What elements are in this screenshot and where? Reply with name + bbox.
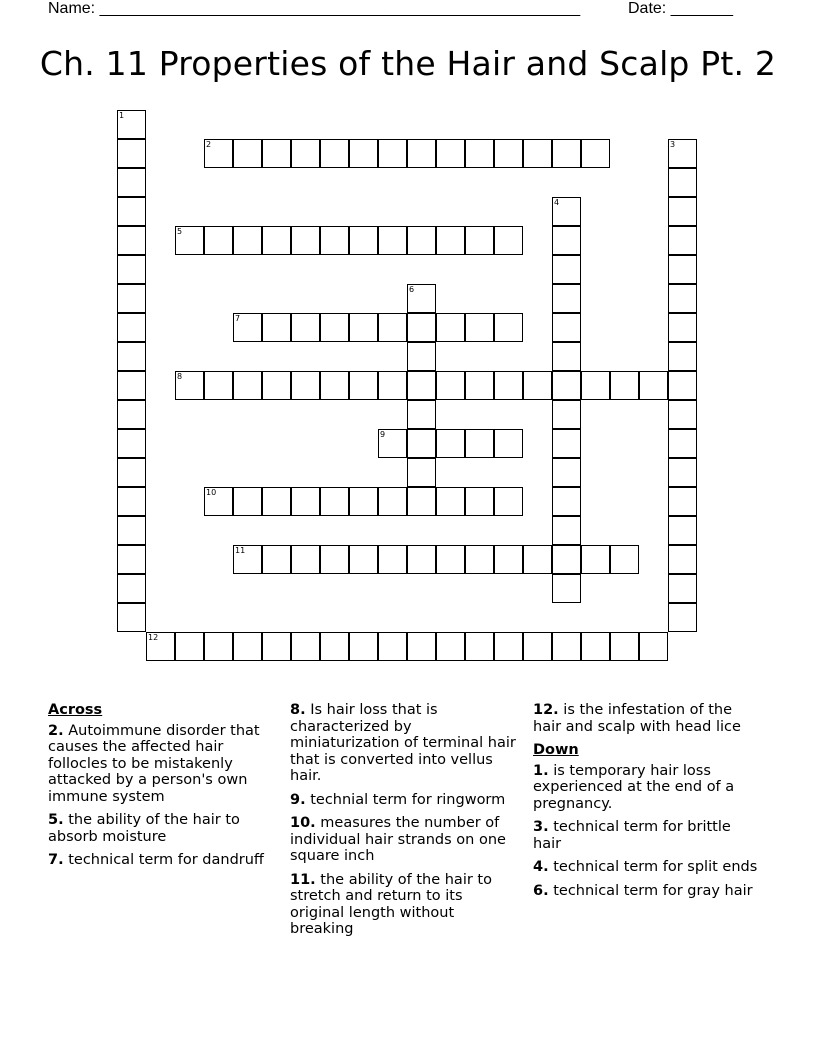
grid-cell[interactable] xyxy=(668,400,697,429)
grid-cell[interactable] xyxy=(494,226,523,255)
grid-cell[interactable] xyxy=(117,574,146,603)
grid-cell[interactable] xyxy=(378,139,407,168)
clue-text: measures the number of individual hair strands on one square inch xyxy=(290,815,506,864)
grid-cell[interactable] xyxy=(378,632,407,661)
grid-cell[interactable] xyxy=(552,197,581,226)
grid-cell[interactable] xyxy=(407,313,436,342)
grid-cell[interactable] xyxy=(262,226,291,255)
clue-text: is the infestation of the hair and scalp with head lice xyxy=(533,702,741,735)
clue-item xyxy=(533,883,763,900)
grid-cell[interactable] xyxy=(668,487,697,516)
grid-cell[interactable] xyxy=(204,226,233,255)
grid-cell[interactable] xyxy=(262,371,291,400)
grid-cell[interactable] xyxy=(117,371,146,400)
clue-text: technical term for dandruff xyxy=(68,852,264,868)
grid-cell[interactable] xyxy=(407,545,436,574)
clue-text: Is hair loss that is characterized by miniaturization of terminal hair that is converted into vellus hair. xyxy=(290,702,516,784)
grid-cell[interactable] xyxy=(262,632,291,661)
across-heading: Across xyxy=(48,702,103,718)
clue-number: 3. xyxy=(533,819,549,835)
grid-cell[interactable] xyxy=(581,632,610,661)
clue-item xyxy=(290,702,520,785)
grid-cell[interactable] xyxy=(204,632,233,661)
grid-cell[interactable] xyxy=(668,429,697,458)
grid-cell[interactable] xyxy=(320,487,349,516)
grid-cell[interactable] xyxy=(117,139,146,168)
clue-number-label: 2 xyxy=(206,140,212,149)
name-field-label: Name: ______________________________________________________ xyxy=(48,0,581,17)
grid-cell[interactable] xyxy=(291,313,320,342)
clue-item xyxy=(290,815,520,865)
grid-cell[interactable] xyxy=(175,632,204,661)
grid-cell[interactable] xyxy=(639,371,668,400)
grid-cell[interactable] xyxy=(320,545,349,574)
grid-cell[interactable] xyxy=(610,371,639,400)
grid-cell[interactable] xyxy=(233,371,262,400)
grid-cell[interactable] xyxy=(552,545,581,574)
grid-cell[interactable] xyxy=(233,139,262,168)
clue-number: 5. xyxy=(48,812,64,828)
grid-cell[interactable] xyxy=(117,255,146,284)
clue-number: 8. xyxy=(290,702,306,718)
grid-cell[interactable] xyxy=(320,226,349,255)
grid-cell[interactable] xyxy=(320,632,349,661)
grid-cell[interactable] xyxy=(436,632,465,661)
grid-cell[interactable] xyxy=(552,458,581,487)
grid-cell[interactable] xyxy=(117,342,146,371)
grid-cell[interactable] xyxy=(233,226,262,255)
grid-cell[interactable] xyxy=(494,545,523,574)
grid-cell[interactable] xyxy=(117,400,146,429)
grid-cell[interactable] xyxy=(465,313,494,342)
grid-cell[interactable] xyxy=(233,313,262,342)
grid-cell[interactable] xyxy=(610,632,639,661)
grid-cell[interactable] xyxy=(494,313,523,342)
grid-cell[interactable] xyxy=(552,255,581,284)
grid-cell[interactable] xyxy=(117,603,146,632)
clue-item xyxy=(290,792,520,809)
grid-cell[interactable] xyxy=(407,400,436,429)
date-field-label: Date: _______ xyxy=(628,0,733,17)
grid-cell[interactable] xyxy=(175,371,204,400)
clue-number-label: 4 xyxy=(554,198,560,207)
grid-cell[interactable] xyxy=(117,197,146,226)
clue-number-label: 10 xyxy=(206,488,217,497)
grid-cell[interactable] xyxy=(378,487,407,516)
grid-cell[interactable] xyxy=(581,545,610,574)
clue-item xyxy=(290,872,520,938)
grid-cell[interactable] xyxy=(407,371,436,400)
grid-cell[interactable] xyxy=(320,313,349,342)
grid-cell[interactable] xyxy=(378,226,407,255)
grid-cell[interactable] xyxy=(291,487,320,516)
clue-item xyxy=(533,819,763,852)
grid-cell[interactable] xyxy=(552,429,581,458)
grid-cell[interactable] xyxy=(494,139,523,168)
grid-cell[interactable] xyxy=(552,400,581,429)
grid-cell[interactable] xyxy=(552,574,581,603)
grid-cell[interactable] xyxy=(407,342,436,371)
grid-cell[interactable] xyxy=(407,284,436,313)
down-heading: Down xyxy=(533,742,579,758)
grid-cell[interactable] xyxy=(436,429,465,458)
grid-cell[interactable] xyxy=(668,197,697,226)
puzzle-title: Ch. 11 Properties of the Hair and Scalp Pt. 2 xyxy=(39,44,777,83)
grid-cell[interactable] xyxy=(552,226,581,255)
clue-text: the ability of the hair to stretch and return to its original length without breaking xyxy=(290,871,492,937)
grid-cell[interactable] xyxy=(465,371,494,400)
grid-cell[interactable] xyxy=(523,545,552,574)
grid-cell[interactable] xyxy=(552,371,581,400)
grid-cell[interactable] xyxy=(436,139,465,168)
grid-cell[interactable] xyxy=(552,284,581,313)
clue-number: 11. xyxy=(290,871,316,888)
grid-cell[interactable] xyxy=(233,632,262,661)
grid-cell[interactable] xyxy=(436,313,465,342)
grid-cell[interactable] xyxy=(117,284,146,313)
grid-cell[interactable] xyxy=(291,371,320,400)
clue-item xyxy=(533,763,763,813)
grid-cell[interactable] xyxy=(523,139,552,168)
grid-cell[interactable] xyxy=(465,487,494,516)
grid-cell[interactable] xyxy=(436,226,465,255)
grid-cell[interactable] xyxy=(349,226,378,255)
grid-cell[interactable] xyxy=(436,545,465,574)
grid-cell[interactable] xyxy=(378,429,407,458)
clue-number-label: 3 xyxy=(670,140,676,149)
grid-cell[interactable] xyxy=(465,139,494,168)
grid-cell[interactable] xyxy=(639,632,668,661)
clue-number: 9. xyxy=(290,791,306,808)
grid-cell[interactable] xyxy=(465,632,494,661)
grid-cell[interactable] xyxy=(117,516,146,545)
grid-cell[interactable] xyxy=(552,139,581,168)
grid-cell[interactable] xyxy=(117,110,146,139)
grid-cell[interactable] xyxy=(668,168,697,197)
grid-cell[interactable] xyxy=(668,371,697,400)
grid-cell[interactable] xyxy=(581,139,610,168)
grid-cell[interactable] xyxy=(668,226,697,255)
grid-cell[interactable] xyxy=(465,545,494,574)
grid-cell[interactable] xyxy=(146,632,175,661)
clue-item xyxy=(48,723,278,806)
clue-number: 12. xyxy=(533,702,559,718)
grid-cell[interactable] xyxy=(552,516,581,545)
grid-cell[interactable] xyxy=(552,313,581,342)
grid-cell[interactable] xyxy=(117,458,146,487)
grid-cell[interactable] xyxy=(262,545,291,574)
clue-text: technical term for brittle hair xyxy=(533,819,731,852)
grid-cell[interactable] xyxy=(262,313,291,342)
grid-cell[interactable] xyxy=(552,632,581,661)
grid-cell[interactable] xyxy=(349,313,378,342)
clue-item xyxy=(48,852,278,869)
grid-cell[interactable] xyxy=(349,632,378,661)
grid-cell[interactable] xyxy=(117,226,146,255)
grid-cell[interactable] xyxy=(668,545,697,574)
grid-cell[interactable] xyxy=(291,545,320,574)
grid-cell[interactable] xyxy=(175,226,204,255)
grid-cell[interactable] xyxy=(117,487,146,516)
grid-cell[interactable] xyxy=(407,226,436,255)
grid-cell[interactable] xyxy=(407,632,436,661)
grid-cell[interactable] xyxy=(407,429,436,458)
grid-cell[interactable] xyxy=(320,371,349,400)
grid-cell[interactable] xyxy=(552,487,581,516)
grid-cell[interactable] xyxy=(668,516,697,545)
clue-number: 10. xyxy=(290,815,316,831)
grid-cell[interactable] xyxy=(117,168,146,197)
clue-item xyxy=(533,859,763,876)
clue-text: the ability of the hair to absorb moisture xyxy=(48,812,240,845)
grid-cell[interactable] xyxy=(494,487,523,516)
grid-cell[interactable] xyxy=(233,487,262,516)
clue-number-label: 8 xyxy=(177,372,183,381)
clue-text: Autoimmune disorder that causes the affected hair follocles to be mistakenly attacked by a person's own immune system xyxy=(48,722,260,805)
clue-number-label: 7 xyxy=(235,314,241,323)
grid-cell[interactable] xyxy=(320,139,349,168)
grid-cell[interactable] xyxy=(407,487,436,516)
grid-cell[interactable] xyxy=(581,371,610,400)
grid-cell[interactable] xyxy=(668,342,697,371)
grid-cell[interactable] xyxy=(610,545,639,574)
clue-text: technical term for split ends xyxy=(553,859,758,875)
clue-item xyxy=(533,702,763,735)
grid-cell[interactable] xyxy=(668,458,697,487)
grid-cell[interactable] xyxy=(291,139,320,168)
clue-number: 1. xyxy=(533,762,549,779)
clues-column-2 xyxy=(290,702,520,945)
grid-cell[interactable] xyxy=(117,429,146,458)
grid-cell[interactable] xyxy=(523,632,552,661)
clue-text: is temporary hair loss experienced at the end of a pregnancy. xyxy=(533,762,735,812)
grid-cell[interactable] xyxy=(523,371,552,400)
grid-cell[interactable] xyxy=(494,371,523,400)
clue-number: 4. xyxy=(533,859,549,875)
grid-cell[interactable] xyxy=(349,139,378,168)
grid-cell[interactable] xyxy=(378,313,407,342)
grid-cell[interactable] xyxy=(465,429,494,458)
grid-cell[interactable] xyxy=(378,545,407,574)
grid-cell[interactable] xyxy=(407,139,436,168)
grid-cell[interactable] xyxy=(668,255,697,284)
grid-cell[interactable] xyxy=(262,139,291,168)
grid-cell[interactable] xyxy=(349,371,378,400)
grid-cell[interactable] xyxy=(291,226,320,255)
grid-cell[interactable] xyxy=(494,429,523,458)
grid-cell[interactable] xyxy=(668,574,697,603)
grid-cell[interactable] xyxy=(204,139,233,168)
grid-cell[interactable] xyxy=(233,545,262,574)
grid-cell[interactable] xyxy=(668,603,697,632)
grid-cell[interactable] xyxy=(494,632,523,661)
grid-cell[interactable] xyxy=(668,313,697,342)
grid-cell[interactable] xyxy=(349,545,378,574)
grid-cell[interactable] xyxy=(117,313,146,342)
grid-cell[interactable] xyxy=(204,487,233,516)
grid-cell[interactable] xyxy=(291,632,320,661)
clue-number: 7. xyxy=(48,852,64,868)
clues-column-1 xyxy=(48,702,278,876)
grid-cell[interactable] xyxy=(349,487,378,516)
clue-number: 6. xyxy=(533,882,549,899)
clues-column-3 xyxy=(533,702,763,906)
clue-number: 2. xyxy=(48,722,64,739)
grid-cell[interactable] xyxy=(262,487,291,516)
clue-number-label: 9 xyxy=(380,430,386,439)
grid-cell[interactable] xyxy=(465,226,494,255)
clue-number-label: 11 xyxy=(235,546,246,555)
clue-text: technical term for gray hair xyxy=(553,882,753,899)
grid-cell[interactable] xyxy=(204,371,233,400)
clue-number-label: 1 xyxy=(119,111,125,120)
grid-cell[interactable] xyxy=(668,284,697,313)
grid-cell[interactable] xyxy=(436,487,465,516)
grid-cell[interactable] xyxy=(436,371,465,400)
grid-cell[interactable] xyxy=(552,342,581,371)
clue-text: technial term for ringworm xyxy=(310,791,506,808)
clue-number-label: 12 xyxy=(148,633,159,642)
grid-cell[interactable] xyxy=(378,371,407,400)
clue-number-label: 5 xyxy=(177,227,183,236)
grid-cell[interactable] xyxy=(117,545,146,574)
grid-cell[interactable] xyxy=(407,458,436,487)
clue-number-label: 6 xyxy=(409,285,415,294)
clue-item xyxy=(48,812,278,845)
grid-cell[interactable] xyxy=(668,139,697,168)
